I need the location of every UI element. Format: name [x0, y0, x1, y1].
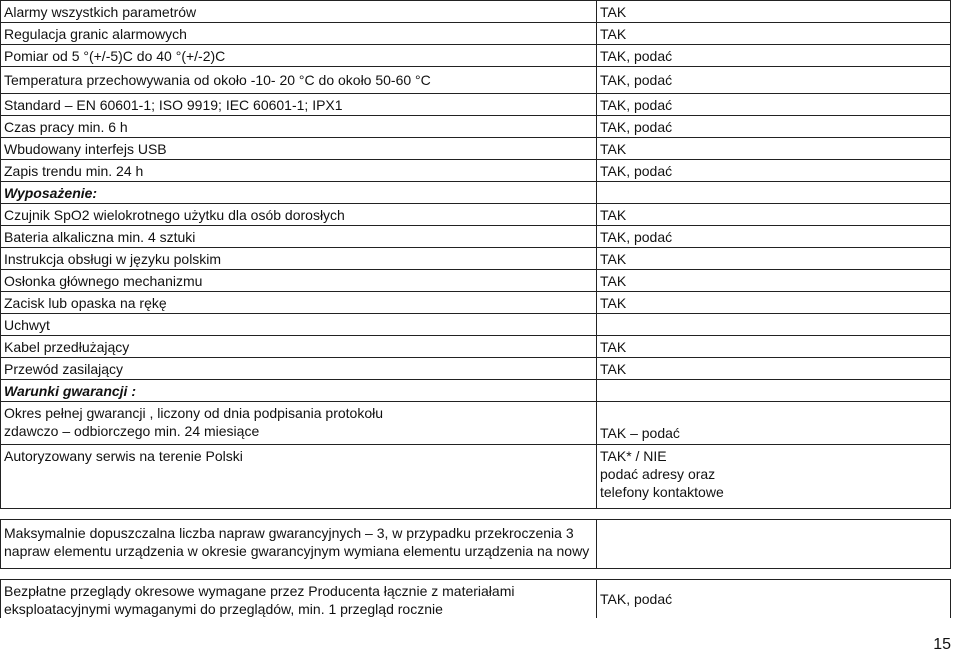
warranty-header: Warunki gwarancji :: [1, 380, 597, 402]
table-row: [1, 94, 958, 116]
param-cell: Alarmy wszystkich parametrów: [1, 1, 597, 23]
inspections-cell: [1, 580, 597, 619]
value-cell: TAK, podać: [597, 580, 951, 619]
param-cell: Zapis trendu min. 24 h: [1, 160, 597, 182]
table-row: [1, 402, 958, 445]
param-cell: Regulacja granic alarmowych: [1, 23, 597, 45]
inspections-line-1: Bezpłatne przeglądy okresowe wymagane przez Producenta łącznie z materiałami: [4, 583, 515, 599]
value-cell: TAK: [597, 23, 951, 45]
table-row: [1, 445, 958, 509]
value-cell: TAK: [597, 138, 951, 160]
value-cell: TAK, podać: [597, 116, 951, 138]
param-cell: Instrukcja obsługi w języku polskim: [1, 248, 597, 270]
value-cell: TAK, podać: [597, 160, 951, 182]
param-cell: Wbudowany interfejs USB: [1, 138, 597, 160]
table-row: [1, 358, 958, 380]
table-row: [1, 116, 958, 138]
page-number: 15: [933, 636, 951, 653]
table-row: [1, 45, 958, 67]
param-cell: Czujnik SpO2 wielokrotnego użytku dla osób dorosłych: [1, 204, 597, 226]
table-row: [1, 336, 958, 358]
table-row: [1, 138, 958, 160]
param-cell: Bateria alkaliczna min. 4 sztuki: [1, 226, 597, 248]
param-cell: Autoryzowany serwis na terenie Polski: [1, 445, 597, 509]
value-cell: TAK: [597, 336, 951, 358]
value-cell: TAK, podać: [597, 67, 951, 94]
table-row: [1, 23, 958, 45]
param-cell: Standard – EN 60601-1; ISO 9919; IEC 60601-1; IPX1: [1, 94, 597, 116]
table-row: [1, 248, 958, 270]
table-row: [1, 226, 958, 248]
equipment-header: Wyposażenie:: [1, 182, 597, 204]
section-row: [1, 380, 958, 402]
section-row: [1, 182, 958, 204]
value-cell: [597, 380, 951, 402]
table-row: [1, 1, 958, 23]
param-cell: Przewód zasilający: [1, 358, 597, 380]
value-cell: TAK: [597, 204, 951, 226]
value-cell: TAK, podać: [597, 45, 951, 67]
param-cell: Kabel przedłużający: [1, 336, 597, 358]
param-cell: Osłonka głównego mechanizmu: [1, 270, 597, 292]
table-row: [1, 314, 958, 336]
table-row: [1, 160, 958, 182]
warranty-period-line-2: zdawczo – odbiorczego min. 24 miesiące: [4, 423, 260, 439]
warranty-period-cell: [1, 402, 597, 445]
table-row: [1, 204, 958, 226]
repairs-line-2: napraw elementu urządzenia w okresie gwarancyjnym wymiana elementu urządzenia na nowy: [4, 543, 590, 559]
value-cell: TAK: [597, 270, 951, 292]
inspections-line-2: eksploatacyjnymi wymaganymi do przeglądów, min. 1 przegląd rocznie: [4, 601, 443, 617]
param-cell: Temperatura przechowywania od około -10- 20 °C do około 50-60 °C: [1, 67, 597, 94]
table-row: [1, 270, 958, 292]
service-value-line-3: telefony kontaktowe: [600, 484, 724, 500]
param-cell: Pomiar od 5 °(+/-5)C do 40 °(+/-2)C: [1, 45, 597, 67]
service-value-line-2: podać adresy oraz: [600, 466, 716, 482]
value-cell: [597, 445, 951, 509]
repairs-cell: [1, 520, 597, 569]
value-cell: TAK: [597, 358, 951, 380]
value-cell: TAK – podać: [597, 402, 951, 445]
param-cell: Uchwyt: [1, 314, 597, 336]
value-cell: TAK, podać: [597, 226, 951, 248]
table-row: [1, 580, 958, 619]
warranty-period-line-1: Okres pełnej gwarancji , liczony od dnia podpisania protokołu: [4, 405, 383, 421]
value-cell: TAK: [597, 292, 951, 314]
value-cell: TAK: [597, 1, 951, 23]
value-cell: [597, 520, 951, 569]
table-row: [1, 67, 958, 94]
service-value-line-1: TAK* / NIE: [600, 448, 667, 464]
value-cell: [597, 314, 951, 336]
value-cell: TAK, podać: [597, 94, 951, 116]
param-cell: Zacisk lub opaska na rękę: [1, 292, 597, 314]
table-row: [1, 292, 958, 314]
value-cell: TAK: [597, 248, 951, 270]
param-cell: Czas pracy min. 6 h: [1, 116, 597, 138]
value-cell: [597, 182, 951, 204]
table-row: [1, 520, 958, 569]
repairs-line-1: Maksymalnie dopuszczalna liczba napraw gwarancyjnych – 3, w przypadku przekroczenia 3: [4, 525, 574, 541]
